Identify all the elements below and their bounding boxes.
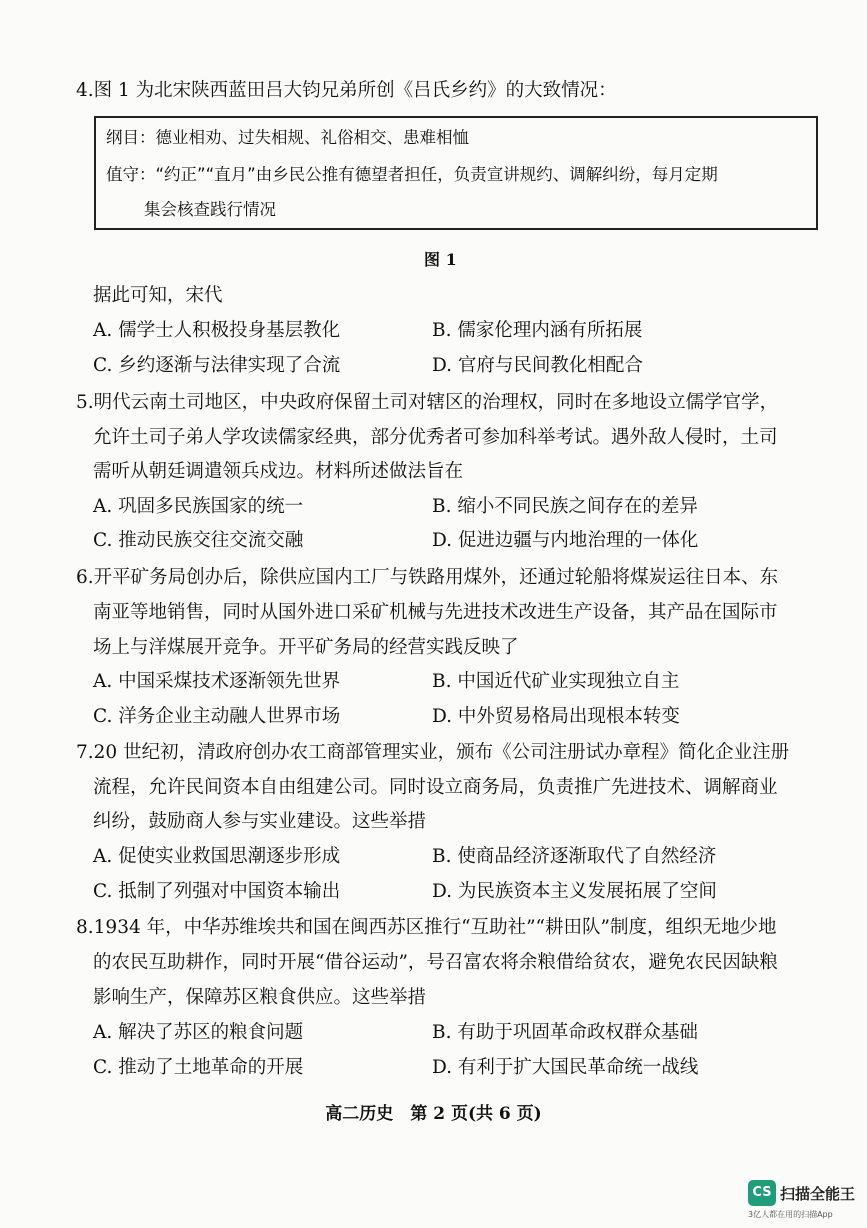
watermark-name: 扫描全能王	[780, 1185, 856, 1203]
q6-line1: 6.开平矿务局创办后，除供应国内工厂与铁路用煤外，还通过轮船将煤炭运往日本、东	[76, 567, 779, 588]
q4-box-line3: 集会核查践行情况	[144, 200, 276, 219]
q5-line1: 5.明代云南土司地区，中央政府保留土司对辖区的治理权，同时在多地设立儒学官学，	[76, 392, 779, 413]
q7-option-b[interactable]: B. 使商品经济逐渐取代了自然经济	[432, 846, 717, 867]
q8-line3: 影响生产，保障苏区粮食供应。这些举措	[93, 987, 427, 1008]
q8-line2: 的农民互助耕作，同时开展“借谷运动”，号召富农将余粮借给贫农，避免农民因缺粮	[93, 952, 778, 973]
q4-stem: 4.图 1 为北宋陕西蓝田吕大钧兄弟所创《吕氏乡约》的大致情况：	[76, 80, 617, 101]
q6-line3: 场上与洋煤展开竞争。开平矿务局的经营实践反映了	[93, 637, 519, 658]
q5-option-d[interactable]: D. 促进边疆与内地治理的一体化	[432, 530, 699, 551]
watermark-subtitle: 3亿人都在用的扫描App	[748, 1210, 833, 1219]
q8-option-b[interactable]: B. 有助于巩固革命政权群众基础	[432, 1022, 698, 1043]
q4-box-line1: 纲目：德业相劝、过失相规、礼俗相交、患难相恤	[106, 128, 469, 147]
q7-line1: 7.20 世纪初，清政府创办农工商部管理实业，颁布《公司注册试办章程》简化企业注册	[76, 742, 790, 763]
q5-option-a[interactable]: A. 巩固多民族国家的统一	[93, 496, 304, 517]
q6-option-b[interactable]: B. 中国近代矿业实现独立自主	[432, 671, 680, 692]
q8-line1: 8.1934 年，中华苏维埃共和国在闽西苏区推行“互助社”“耕田队”制度，组织无地少地	[76, 917, 777, 938]
q6-line2: 南亚等地销售，同时从国外进口采矿机械与先进技术改进生产设备，其产品在国际市	[93, 602, 778, 623]
q4-option-d[interactable]: D. 官府与民间教化相配合	[432, 355, 643, 376]
q8-option-d[interactable]: D. 有利于扩大国民革命统一战线	[432, 1057, 699, 1078]
q5-option-b[interactable]: B. 缩小不同民族之间存在的差异	[432, 496, 698, 517]
q8-option-c[interactable]: C. 推动了土地革命的开展	[93, 1057, 304, 1078]
q5-line2: 允许土司子弟人学攻读儒家经典，部分优秀者可参加科举考试。遇外敌人侵时，土司	[93, 427, 778, 448]
q4-box-line2: 值守：“约正”“直月”由乡民公推有德望者担任，负责宣讲规约、调解纠纷，每月定期	[106, 165, 718, 184]
q7-option-c[interactable]: C. 抵制了列强对中国资本输出	[93, 881, 341, 902]
q4-prompt: 据此可知，宋代	[93, 285, 223, 306]
q4-option-a[interactable]: A. 儒学士人积极投身基层教化	[93, 320, 341, 341]
q6-option-d[interactable]: D. 中外贸易格局出现根本转变	[432, 706, 680, 727]
page-footer: 高二历史 第 2 页(共 6 页)	[325, 1104, 542, 1124]
q7-option-a[interactable]: A. 促使实业救国思潮逐步形成	[93, 846, 341, 867]
q4-table-box	[94, 116, 818, 230]
q7-line2: 流程，允许民间资本自由组建公司。同时设立商务局，负责推广先进技术、调解商业	[93, 777, 778, 798]
q5-line3: 需听从朝廷调遣领兵戍边。材料所述做法旨在	[93, 461, 464, 482]
camscanner-logo-icon: CS	[748, 1180, 776, 1206]
q6-option-a[interactable]: A. 中国采煤技术逐渐领先世界	[93, 671, 341, 692]
q4-option-c[interactable]: C. 乡约逐渐与法律实现了合流	[93, 355, 341, 376]
scanner-watermark	[748, 1180, 858, 1220]
q7-option-d[interactable]: D. 为民族资本主义发展拓展了空间	[432, 881, 717, 902]
figure-caption: 图 1	[424, 250, 457, 269]
q5-option-c[interactable]: C. 推动民族交往交流交融	[93, 530, 304, 551]
q6-option-c[interactable]: C. 洋务企业主动融人世界市场	[93, 706, 341, 727]
q7-line3: 纠纷，鼓励商人参与实业建设。这些举措	[93, 811, 427, 832]
q4-option-b[interactable]: B. 儒家伦理内涵有所拓展	[432, 320, 643, 341]
q8-option-a[interactable]: A. 解决了苏区的粮食问题	[93, 1022, 304, 1043]
